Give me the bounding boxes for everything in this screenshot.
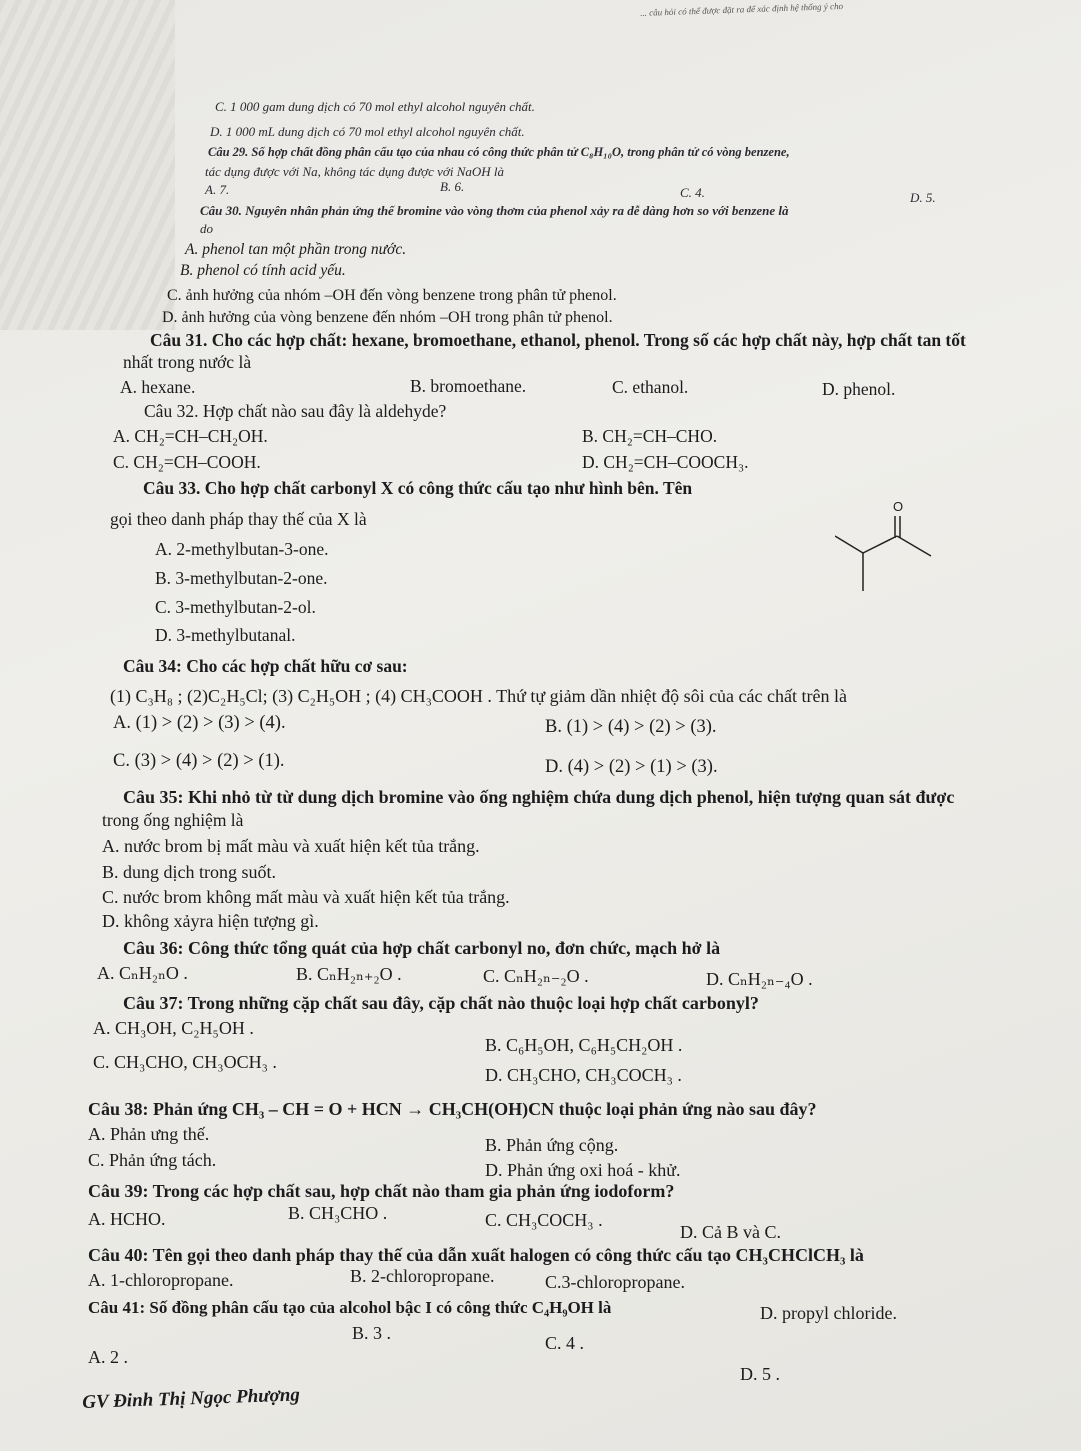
q35-option-c: C. nước brom không mất màu và xuất hiện kết tủa trắng. (102, 887, 510, 907)
q33-option-a: A. 2-methylbutan-3-one. (155, 539, 329, 559)
q40-option-d: D. propyl chloride. (760, 1303, 897, 1323)
q41-option-a: A. 2 . (88, 1347, 128, 1367)
q41-option-d: D. 5 . (740, 1364, 780, 1384)
q39-option-a: A. HCHO. (88, 1209, 166, 1229)
q40-stem: Câu 40: Tên gọi theo danh pháp thay thế của dẫn xuất halogen có công thức cấu tạo CH₃CHClCH₃ là (88, 1245, 864, 1265)
q39-option-d: D. Cả B và C. (680, 1222, 781, 1242)
q37-option-b: B. C₆H₅OH, C₆H₅CH₂OH . (485, 1035, 683, 1055)
q32-stem: Câu 32. Hợp chất nào sau đây là aldehyde? (144, 401, 447, 421)
q33-option-c: C. 3-methylbutan-2-ol. (155, 597, 316, 617)
q41-option-c: C. 4 . (545, 1333, 585, 1353)
q31-option-a: A. hexane. (120, 377, 196, 397)
q39-stem: Câu 39: Trong các hợp chất sau, hợp chất nào tham gia phản ứng iodoform? (88, 1181, 675, 1201)
q34-option-c: C. (3) > (4) > (2) > (1). (113, 751, 285, 771)
q31-option-c: C. ethanol. (612, 377, 689, 397)
q34-option-d: D. (4) > (2) > (1) > (3). (545, 757, 718, 777)
bond-c2-c3 (863, 536, 897, 553)
teacher-signature: GV Đinh Thị Ngọc Phượng (82, 1384, 301, 1413)
q32-option-c: C. CH₂=CH–COOH. (113, 452, 261, 472)
left-margin-notes (0, 0, 175, 330)
q37-stem: Câu 37: Trong những cặp chất sau đây, cặp chất nào thuộc loại hợp chất carbonyl? (123, 993, 759, 1013)
q33-stem-cont: gọi theo danh pháp thay thế của X là (110, 509, 367, 529)
bond-c1-c2 (835, 536, 863, 553)
q31-stem-text: Câu 31. Cho các hợp chất: hexane, bromoethane, ethanol, phenol. Trong số các hợp chất này, hợp chất tan tốt (150, 330, 966, 350)
q29-option-a: A. 7. (205, 182, 230, 197)
q31-stem (150, 330, 966, 350)
q34-option-b: B. (1) > (4) > (2) > (3). (545, 717, 717, 737)
q34-stem: Câu 34: Cho các hợp chất hữu cơ sau: (123, 656, 408, 676)
q39-option-c: C. CH₃COCH₃ . (485, 1210, 603, 1230)
q30-option-a: A. phenol tan một phần trong nước. (185, 241, 407, 258)
q30-stem-cont: do (200, 221, 213, 236)
q29-stem: Câu 29. Số hợp chất đồng phân cấu tạo của nhau có công thức phân tử C₈H₁₀O, trong phân tử có vòng benzene, (208, 145, 790, 159)
q41-stem: Câu 41: Số đồng phân cấu tạo của alcohol bậc I có công thức C₄H₉OH là (88, 1298, 612, 1317)
q33-option-b: B. 3-methylbutan-2-one. (155, 568, 328, 588)
q36-stem: Câu 36: Công thức tổng quát của hợp chất carbonyl no, đơn chức, mạch hở là (123, 938, 721, 958)
q41-option-b: B. 3 . (352, 1323, 392, 1343)
q40-option-b: B. 2-chloropropane. (350, 1266, 495, 1286)
top-note: ... câu hỏi có thể được đặt ra để xác định hệ thống ý cho (640, 0, 844, 18)
q38-option-a: A. Phản ưng thế. (88, 1124, 210, 1144)
q35-option-d: D. không xảyra hiện tượng gì. (102, 911, 319, 931)
q34-compound-list: (1) C₃H₈ ; (2)C₂H₅Cl; (3) C₂H₅OH ; (4) CH₃COOH . Thứ tự giảm dần nhiệt độ sôi của các chất trên là (110, 686, 847, 706)
q34-option-a: A. (1) > (2) > (3) > (4). (113, 713, 286, 733)
q40-option-c: C.3-chloropropane. (545, 1272, 685, 1292)
q33-option-d: D. 3-methylbutanal. (155, 625, 296, 645)
q38-stem: Câu 38: Phản ứng CH₃ – CH = O + HCN → CH₃CH(OH)CN thuộc loại phản ứng nào sau đây? (88, 1099, 817, 1119)
q32-option-d: D. CH₂=CH–COOCH₃. (582, 452, 749, 472)
q33-skeletal-structure (835, 498, 935, 598)
q40-option-a: A. 1-chloropropane. (88, 1270, 234, 1290)
q32-option-a: A. CH₂=CH–CH₂OH. (113, 426, 268, 446)
q29-option-c: C. 4. (680, 185, 705, 200)
q32-option-b: B. CH₂=CH–CHO. (582, 426, 718, 446)
q38-option-b: B. Phản ứng cộng. (485, 1135, 619, 1155)
q39-option-b: B. CH₃CHO . (288, 1203, 388, 1223)
q29-stem-cont: tác dụng được với Na, không tác dụng được với NaOH là (205, 164, 504, 179)
q28-option-d: D. 1 000 mL dung dịch có 70 mol ethyl alcohol nguyên chất. (210, 124, 525, 139)
q36-option-c: C. CₙH₂ₙ₋₂O . (483, 966, 589, 986)
q37-option-a: A. CH₃OH, C₂H₅OH . (93, 1018, 254, 1038)
q38-option-d: D. Phản ứng oxi hoá - khử. (485, 1160, 681, 1180)
q35-stem: Câu 35: Khi nhỏ từ từ dung dịch bromine vào ống nghiệm chứa dung dịch phenol, hiện tượng quan sát được (123, 787, 955, 807)
q36-option-a: A. CₙH₂ₙO . (97, 963, 188, 983)
q30-option-d: D. ảnh hưởng của vòng benzene đến nhóm –OH trong phân tử phenol. (162, 309, 613, 326)
q37-option-d: D. CH₃CHO, CH₃COCH₃ . (485, 1065, 682, 1085)
q35-option-a: A. nước brom bị mất màu và xuất hiện kết tủa trắng. (102, 836, 480, 856)
q33-stem: Câu 33. Cho hợp chất carbonyl X có công thức cấu tạo như hình bên. Tên (143, 478, 693, 498)
q36-option-d: D. CₙH₂ₙ₋₄O . (706, 969, 813, 989)
q37-option-c: C. CH₃CHO, CH₃OCH₃ . (93, 1052, 277, 1072)
carbonyl-oxygen-label: O (893, 499, 904, 514)
bond-c3-c4 (897, 536, 931, 556)
q38-option-c: C. Phản ứng tách. (88, 1150, 217, 1170)
q29-option-d: D. 5. (910, 190, 936, 205)
q30-option-b: B. phenol có tính acid yếu. (180, 262, 346, 279)
q35-option-b: B. dung dịch trong suốt. (102, 862, 276, 882)
q30-stem: Câu 30. Nguyên nhân phản ứng thế bromine vào vòng thơm của phenol xảy ra dễ dàng hơn so với benzene là (200, 203, 789, 218)
q35-stem-cont: trong ống nghiệm là (102, 810, 244, 830)
q31-stem-cont: nhất trong nước là (123, 352, 252, 372)
q36-option-b: B. CₙH₂ₙ₊₂O . (296, 964, 402, 984)
q29-option-b: B. 6. (440, 179, 465, 194)
q30-option-c: C. ảnh hưởng của nhóm –OH đến vòng benzene trong phân tử phenol. (167, 287, 617, 304)
q28-option-c: C. 1 000 gam dung dịch có 70 mol ethyl alcohol nguyên chất. (215, 99, 535, 114)
q31-option-b: B. bromoethane. (410, 376, 527, 396)
q31-option-d: D. phenol. (822, 379, 896, 399)
